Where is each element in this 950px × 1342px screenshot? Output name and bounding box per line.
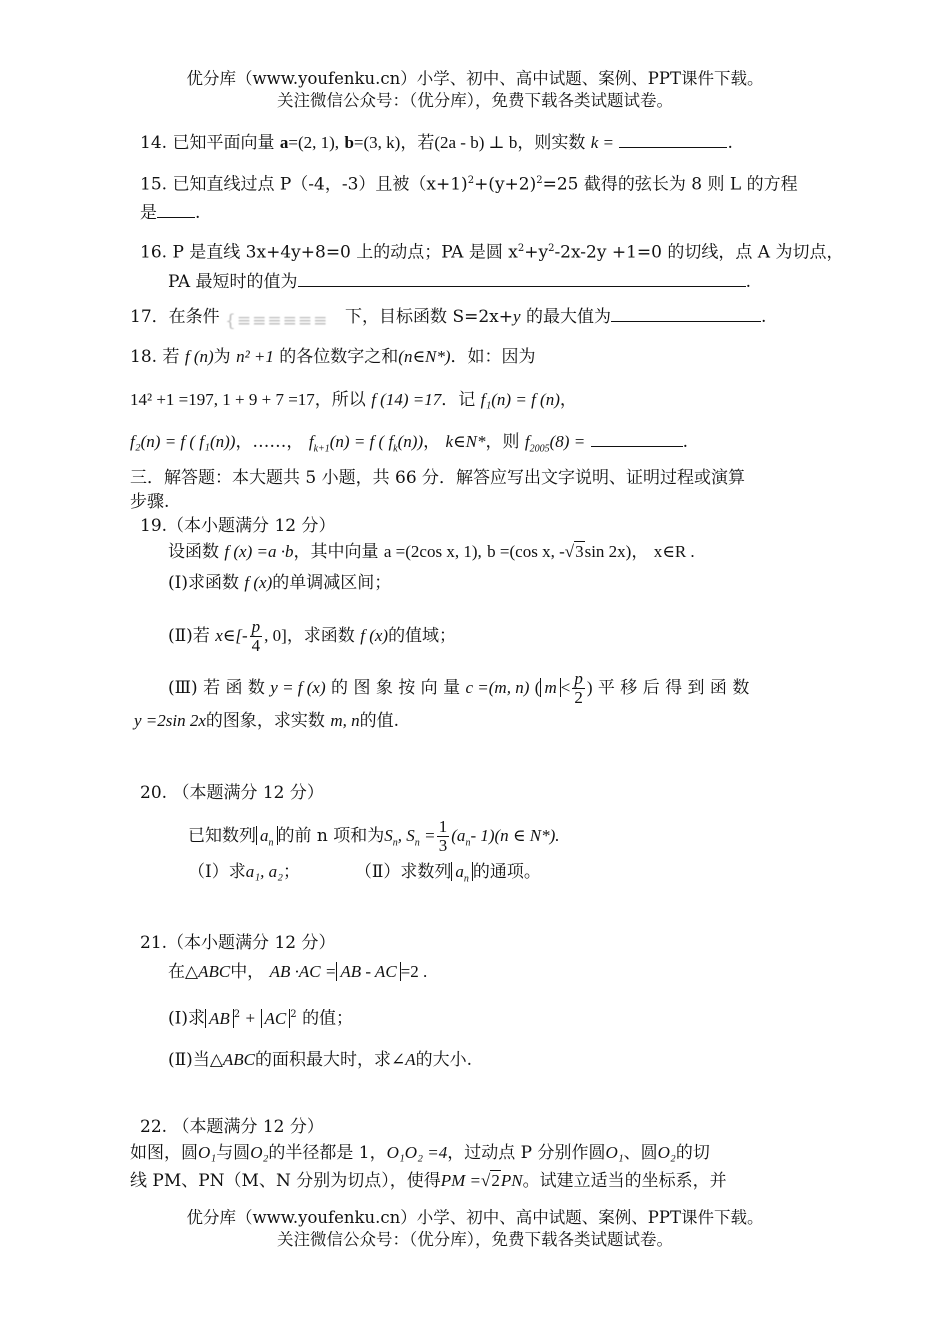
q18-l3h: ，则: [485, 432, 520, 452]
q19-p4a: y =2sin 2x: [134, 711, 206, 730]
q17-text-c: 的最大值为: [525, 307, 611, 327]
q20-parts: [188, 860, 541, 891]
q17-y: y: [513, 307, 521, 326]
q21-p2c: 的面积最大时，求: [255, 1050, 392, 1070]
q22-l2a: 线 PM、PN（M、N 分别为切点），使得: [130, 1171, 441, 1191]
q18-l1b: 为: [213, 347, 231, 367]
q19-l1g: sin 2x): [584, 542, 632, 561]
q17-text-b: 下，目标函数 S=2x+: [345, 307, 513, 327]
q15-l2: 是: [140, 203, 157, 223]
q22-l1g: ，过动点 P 分别作圆: [447, 1143, 606, 1163]
q20-p1c: ；: [283, 862, 301, 882]
question-16-line-1: [140, 237, 843, 265]
q19-part-1: [168, 571, 391, 595]
q18-l3g: k∈N*: [445, 432, 486, 451]
footer-line-1: 优分库（www.youfenku.cn）小学、初中、高中试题、案例、PPT课件下载。: [186, 1208, 764, 1227]
q18-end: .: [682, 432, 688, 452]
q20-l1e-sub: n: [414, 837, 420, 849]
question-15-line-1: [140, 169, 798, 197]
q19-l1i: x∈R .: [653, 542, 695, 561]
q14-answer-blank: [619, 132, 727, 148]
q18-l2a: 14² +1 =197, 1 + 9 + 7 =17: [130, 390, 315, 409]
q19-p2c: , 0]: [264, 626, 287, 645]
q22-l2b: PM =: [440, 1171, 482, 1190]
q18-l3e: (n)): [397, 432, 424, 451]
q18-l3b: ，……，: [235, 432, 304, 452]
q21-p1e: AC: [261, 1009, 291, 1028]
q15-sup2: 2: [536, 175, 543, 186]
q22-l1c: 与圆: [216, 1143, 251, 1163]
q14-cond: (2a - b) ⊥ b: [434, 133, 518, 152]
q17-end: .: [760, 307, 767, 327]
q19-p2-num: p: [251, 617, 261, 636]
q21-p1f: 2: [290, 1009, 297, 1020]
q19-p2e: f (x): [360, 626, 389, 645]
q19-p3f: m: [540, 678, 560, 697]
q19-l1c: ，其中向量: [293, 542, 379, 562]
q20-frac-1-3: [437, 818, 450, 855]
q19-line-1: 设函数 f (x) =a ·b，其中向量 a =(2cos x, 1), b =(cos x, -√3sin 2x)， x∈R .: [168, 542, 695, 562]
q20-p1a: （Ⅰ）求: [188, 862, 246, 882]
q19-p3g: <: [560, 678, 571, 697]
q22-sqrt2: 2: [491, 1171, 500, 1190]
q19-part-3-cont: [134, 709, 399, 733]
q20-p1b: a₁, a₂: [245, 862, 284, 881]
q22-l1j: O₂: [657, 1143, 676, 1162]
q19-p2-den: 4: [251, 636, 261, 655]
q21-title: 21.（本小题满分 12 分）: [140, 933, 336, 953]
q19-l1a: 设函数: [168, 542, 219, 562]
header-line-2: 关注微信公众号：（优分库），免费下载各类试题试卷。: [277, 91, 673, 110]
q19-p4c: m, n: [330, 711, 360, 730]
q18-l1d: ．如：因为: [450, 347, 536, 367]
q17-text-a: 在条件: [168, 307, 220, 327]
q22-l1d: O₂: [250, 1143, 269, 1162]
q21-p1d: +: [245, 1008, 256, 1028]
q22-l1b: O₁: [198, 1143, 217, 1162]
q18-l2f: ，: [559, 390, 577, 410]
q19-title: 19.（本小题满分 12 分）: [140, 516, 336, 536]
q20-frac-num: 1: [438, 817, 448, 836]
q17-num: 17．: [130, 307, 169, 327]
q14-k: k =: [590, 133, 615, 152]
q19-p2a: (Ⅱ)若: [168, 626, 210, 646]
q21-p2e: 的大小.: [415, 1050, 473, 1070]
q18-l2e: f₁(n) = f (n): [480, 390, 560, 409]
q20-l1e: , S: [397, 826, 415, 845]
q18-l3c-sub: k+1: [313, 443, 330, 455]
q18-l3d: (n) = f ( f: [329, 432, 394, 451]
q19-frac-pi-2: [572, 670, 585, 707]
q19-p3c: 的 图 象 按 向 量: [331, 678, 461, 698]
q22-l1e: 的半径都是 1，: [268, 1143, 387, 1163]
section-3-line-2: 步骤.: [130, 492, 170, 512]
q22-line-2: 线 PM、PN（M、N 分别为切点），使得PM =√2PN。试建立适当的坐标系，并: [130, 1171, 727, 1191]
q14-text-c: ，则实数: [517, 133, 586, 153]
q22-l1i: 、圆: [623, 1143, 658, 1163]
q19-p3h: ): [586, 678, 593, 697]
q18-l1c: 的各位数字之和: [279, 347, 399, 367]
q21-l1f: =2 .: [400, 962, 428, 981]
q16-sup1: 2: [517, 243, 525, 254]
q19-p3-den: 2: [574, 688, 583, 707]
q19-p4b: 的图象，求实数: [205, 711, 325, 731]
q15-rest: =25 截得的弦长为 8 则 L 的方程: [542, 174, 798, 195]
q19-l1d: a =(2cos x, 1),: [383, 542, 482, 561]
q18-expr: n² +1: [236, 347, 274, 366]
q19-l1h: ，: [631, 542, 649, 562]
q18-l2b: ，所以: [314, 390, 366, 410]
q20-p2c: 的通项。: [472, 862, 541, 882]
q19-p3a: (Ⅲ) 若 函 数: [168, 678, 265, 698]
q21-l1e: AB - AC: [336, 962, 400, 981]
q22-title: 22. （本题满分 12 分）: [140, 1117, 324, 1137]
q18-l3f: ，: [423, 432, 441, 452]
q18-l3j: (8) =: [549, 432, 586, 451]
q14-vec-b: b: [344, 133, 354, 152]
q14-vec-a: a: [279, 133, 289, 152]
q19-p3b: y = f (x): [270, 678, 326, 697]
question-17: [130, 305, 766, 329]
q19-l1e: b =(cos x, -: [487, 542, 565, 561]
q20-p2b-sub: n: [463, 873, 469, 885]
q18-answer-blank: [591, 431, 683, 447]
q21-p2a: (Ⅱ)当: [168, 1050, 210, 1070]
q19-p3e: (: [534, 678, 541, 697]
q18-fn: f (n): [184, 347, 214, 366]
q19-p1a: (Ⅰ)求函数: [168, 573, 239, 593]
q19-p2f: 的值域；: [388, 626, 457, 646]
question-14: [140, 131, 733, 155]
q19-part-3: [168, 670, 749, 707]
q20-l1g: (a: [451, 826, 466, 845]
q22-l1h: O₁: [605, 1143, 624, 1162]
q18-l3i: f: [524, 432, 530, 451]
q22-line-1: [130, 1141, 710, 1165]
q19-p3d: c =(m, n): [465, 678, 530, 697]
q19-p4d: 的值.: [359, 711, 399, 731]
q16-l2: PA 最短时的值为: [168, 272, 298, 292]
q22-l1a: 如图，圆: [130, 1143, 198, 1163]
section-3-line-1: 三．解答题：本大题共 5 小题，共 66 分．解答应写出文字说明、证明过程或演算: [130, 468, 746, 488]
question-18-line-2: [130, 388, 577, 412]
q22-l1f: O₁O₂ =4: [386, 1143, 448, 1162]
question-18-line-3: [130, 430, 688, 461]
q15-l1: 15. 已知直线过点 P（-4，-3）且被（x+1): [140, 174, 468, 195]
q19-p3-num: p: [574, 669, 583, 688]
q21-l1b: △ABC: [185, 962, 231, 981]
q18-cond: (n∈N*): [398, 347, 451, 366]
q14-text-b: ，若: [400, 133, 435, 153]
q16-l1b: +y: [524, 242, 549, 263]
q22-l1k: 的切: [675, 1143, 710, 1163]
q14-end: .: [727, 133, 733, 153]
q21-p2b: △ABC: [209, 1050, 256, 1069]
q21-p2d: ∠A: [391, 1050, 416, 1069]
q19-part-2: [168, 618, 456, 655]
question-16-line-2: [168, 270, 751, 294]
q21-p1a: (Ⅰ)求: [168, 1008, 205, 1029]
q20-frac-den: 3: [438, 836, 448, 855]
q20-l1d: S: [384, 826, 393, 845]
q18-l3a: f₂(n) = f ( f₁(n)): [130, 432, 236, 451]
question-18-line-1: [130, 345, 536, 369]
q15-end: .: [195, 203, 201, 223]
q20-l1f: =: [425, 826, 435, 845]
q20-title: 20. （本题满分 12 分）: [140, 783, 324, 803]
q20-l1b-sub: n: [268, 837, 274, 849]
q20-l1g-sub: n: [465, 837, 471, 849]
header-line-1: 优分库（www.youfenku.cn）小学、初中、高中试题、案例、PPT课件下载。: [186, 69, 764, 88]
q19-sqrt3: 3: [575, 542, 584, 561]
q18-l2d: ．记: [441, 390, 476, 410]
q18-l3c: f: [308, 432, 314, 451]
q17-answer-blank: [611, 306, 761, 322]
q16-l1c: -2x-2y +1=0 的切线，点 A 为切点，: [554, 242, 844, 263]
q17-constraint-image: {≡≡≡≡≡≡: [225, 310, 329, 331]
q21-line-1: [168, 960, 427, 984]
q21-p1b: AB: [205, 1009, 234, 1028]
q19-frac-pi-4: [250, 618, 263, 655]
q18-l3d-sub: k: [393, 443, 398, 455]
q22-l2d: PN: [500, 1171, 523, 1190]
q21-l1a: 在: [168, 962, 185, 982]
q18-l2c: f (14) =17: [371, 390, 442, 409]
q20-l1h: - 1)(n ∈ N*).: [470, 826, 560, 845]
q21-part-2: [168, 1048, 472, 1072]
q19-p2b: x∈[-: [215, 626, 248, 645]
q21-l1c: 中，: [230, 962, 265, 982]
q20-l1a: 已知数列: [188, 826, 256, 846]
q20-l1b: a: [260, 826, 269, 845]
q15-sup1: 2: [467, 175, 475, 186]
q14-num: 14.: [140, 133, 168, 153]
q18-l1a: 18. 若: [130, 347, 180, 367]
q16-end: .: [745, 272, 751, 292]
q20-line-1: [188, 818, 560, 855]
q21-l1d: AB ·AC =: [269, 962, 337, 981]
q18-l3i-sub: 2005: [529, 443, 550, 455]
q19-p3i: 平 移 后 得 到 函 数: [597, 678, 750, 698]
question-15-line-2: [140, 201, 200, 225]
q16-l1a: 16. P 是直线 3x+4y+8=0 上的动点；PA 是圆 x: [140, 242, 518, 263]
q21-p1g: 的值；: [302, 1008, 354, 1029]
q16-answer-blank: [298, 271, 746, 287]
q14-text-a: 已知平面向量: [172, 133, 275, 153]
footer-line-2: 关注微信公众号：（优分库），免费下载各类试题试卷。: [277, 1230, 673, 1249]
q20-p2b: a: [455, 862, 464, 881]
q20-p2a: （Ⅱ）求数列: [354, 862, 452, 882]
q14-eq-a: =(2, 1),: [288, 133, 340, 152]
q22-l2e: 。试建立适当的坐标系，并: [522, 1171, 727, 1191]
q16-sup2: 2: [548, 243, 555, 254]
q21-p1c: 2: [233, 1009, 241, 1020]
q19-p1c: 的单调减区间；: [272, 573, 392, 593]
q19-l1b: f (x) =a ·b: [224, 542, 294, 561]
q20-l1d-sub: n: [392, 837, 398, 849]
q15-answer-blank: [157, 202, 195, 218]
q21-part-1: [168, 1003, 353, 1031]
q20-l1c: 的前 n 项和为: [277, 826, 385, 846]
q19-p2d: ，求函数: [286, 626, 355, 646]
q19-p1b: f (x): [244, 573, 273, 592]
q14-eq-b: =(3, k): [353, 133, 401, 152]
q15-mid: +(y+2): [474, 174, 537, 195]
